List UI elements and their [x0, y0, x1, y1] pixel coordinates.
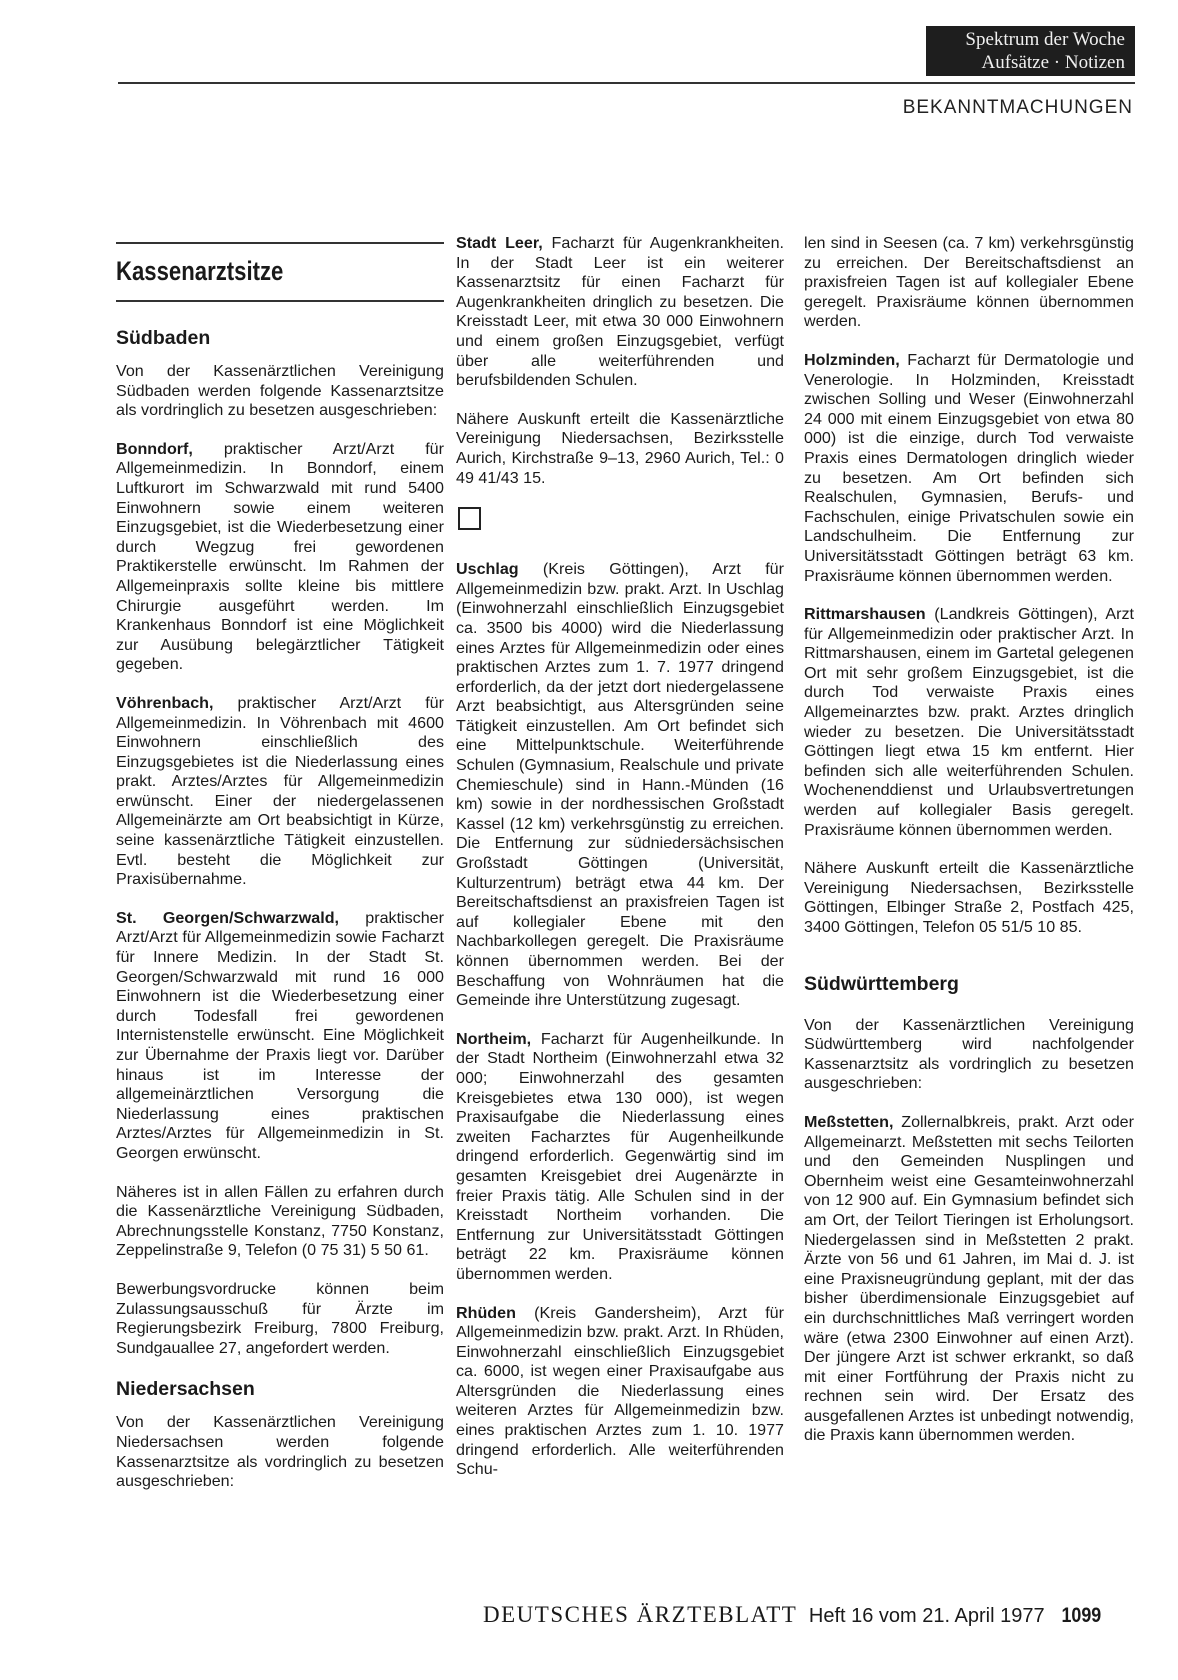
paragraph: len sind in Seesen (ca. 7 km) verkehrsgünstig zu erreichen. Der Bereitschaftsdienst an praxisfreien Tagen ist auf kollegialer Ebene geregelt. Praxisräume können übernommen werden.	[804, 234, 1134, 331]
title-rule-top	[116, 242, 444, 244]
header-rule	[118, 82, 1135, 84]
paragraph: Näheres ist in allen Fällen zu erfahren durch die Kassenärztliche Vereinigung Südbaden, Abrechnungsstelle Konstanz, 7750 Konstanz, Zeppelinstraße 9, Telefon (0 75 31) 5 50 61.	[116, 1182, 444, 1260]
paragraph-text: praktischer Arzt/Arzt für Allgemeinmedizin. In Vöhrenbach mit 4600 Einwohnern einschließlich des Einzugsgebietes ist die Niederlassung eines prakt. Arztes/Arztes für Allgemeinmedizin erwünscht. Einer der niedergelassenen Allgemeinärzte am Ort beabsichtigt in Kürze, seine kassenärztliche Tätigkeit einzustellen. Evtl. besteht die Möglichkeit zur Praxisübernahme.	[116, 693, 444, 889]
paragraph-text: Facharzt für Dermatologie und Venerologie. In Holzminden, Kreisstadt zwischen Solling und Weser (Einwohnerzahl 24 000 mit einem Einzugsgebiet von etwa 80 000) ist die einzige, durch Tod verwaiste Praxis eines Dermatologen dringlich wieder zu besetzen. Am Ort befinden sich Realschulen, Gymnasien, Berufs- und Fachschulen, einige Privatschulen sowie ein Landschulheim. Die Entfernung zur Universitätsstadt Göttingen beträgt 63 km. Praxisräume können übernommen werden.	[804, 350, 1134, 585]
paragraph	[116, 440, 444, 675]
paragraph: Von der Kassenärztlichen Vereinigung Niedersachsen werden folgende Kassenarztsitze als vordringlich zu besetzen ausgeschrieben:	[116, 1413, 444, 1491]
column-2	[456, 234, 784, 1499]
paragraph-text: Facharzt für Augenheilkunde. In der Stadt Northeim (Einwohnerzahl etwa 32 000; Einwohnerzahl des gesamten Kreisgebietes etwa 130 000), ist wegen Praxisaufgabe die Niederlassung eines zweiten Facharztes für Augenheilkunde dringend erforderlich. Gegenwärtig sind im gesamten Kreisgebiet drei Augenärzte in freier Praxis tätig. Alle Schulen sind in der Kreisstadt Northeim vorhanden. Die Entfernung zur Universitätsstadt Göttingen beträgt 22 km. Praxisräume können übernommen werden.	[456, 1029, 784, 1283]
place-name: Rhüden	[456, 1303, 516, 1322]
issue-info: Heft 16 vom 21. April 1977	[808, 1605, 1045, 1627]
section-label: BEKANNTMACHUNGEN	[902, 97, 1133, 118]
paragraph	[456, 1304, 784, 1480]
paragraph	[804, 351, 1134, 586]
paragraph	[804, 1113, 1134, 1446]
column-3	[804, 234, 1134, 1465]
paragraph-text: (Kreis Gandersheim), Arzt für Allgemeinmedizin bzw. prakt. Arzt. In Rhüden, Einwohnerzahl einschließlich Einzugsgebiet ca. 6000, ist wegen einer Praxisaufgabe aus Altersgründen die Niederlassung eines weiteren Arztes für Allgemeinmedizin bzw. eines praktischen Arztes zum 1. 10. 1977 dringend erforderlich. Alle weiterführenden Schu-	[456, 1303, 784, 1479]
place-name: Vöhrenbach,	[116, 693, 214, 712]
column-1	[116, 242, 444, 1511]
page-footer	[483, 1602, 1105, 1628]
paragraph	[456, 234, 784, 391]
paragraph	[116, 694, 444, 890]
paragraph-text: Facharzt für Augenkrankheiten. In der Stadt Leer ist ein weiterer Kassenarztsitz für einen Facharzt für Augenkrankheiten dringlich zu besetzen. Die Kreisstadt Leer, mit etwa 30 000 Einwohnern und einem großen Einzugsgebiet, verfügt über alle weiterführenden und berufsbildenden Schulen.	[456, 234, 784, 390]
badge-line-2: Aufsätze · Notizen	[981, 52, 1125, 73]
paragraph	[116, 909, 444, 1164]
paragraph: Von der Kassenärztlichen Vereinigung Südbaden werden folgende Kassenarztsitze als vordringlich zu besetzen ausgeschrieben:	[116, 362, 444, 420]
badge-line-1: Spektrum der Woche	[965, 29, 1125, 50]
place-name: Uschlag	[456, 560, 519, 579]
paragraph	[456, 560, 784, 1011]
paragraph	[456, 1030, 784, 1285]
paragraph-text: praktischer Arzt/Arzt für Allgemeinmedizin sowie Facharzt für Innere Medizin. In der Stadt St. Georgen/Schwarzwald mit rund 16 000 Einwohnern ist die Wiederbesetzung einer durch Todesfall frei gewordenen Internistenstelle erwünscht. Eine Möglichkeit zur Übernahme der Praxis liegt vor. Darüber hinaus ist im Interesse der allgemeinärztlichen Versorgung die Niederlassung eines praktischen Arztes/Arztes für Allgemeinmedizin in St. Georgen erwünscht.	[116, 908, 444, 1162]
paragraph: Nähere Auskunft erteilt die Kassenärztliche Vereinigung Niedersachsen, Bezirksstelle Aurich, Kirchstraße 9–13, 2960 Aurich, Tel.: 0 49 41/43 15.	[456, 409, 784, 487]
heading-suedbaden: Südbaden	[116, 327, 211, 349]
paragraph-text: praktischer Arzt/Arzt für Allgemeinmedizin. In Bonndorf, einem Luftkurort im Schwarzwald mit rund 5400 Einwohnern sowie einem weiteren Einzugsgebiet, ist die Wiederbesetzung einer durch Wegzug frei gewordenen Praktikerstelle erwünscht. Im Rahmen der Allgemeinpraxis sollte kleine bis mittlere Chirurgie ausgeführt werden. Im Krankenhaus Bonndorf ist eine Möglichkeit zur Ausübung belegärztlicher Tätigkeit gegeben.	[116, 439, 444, 674]
place-name: Meßstetten,	[804, 1112, 894, 1131]
paragraph-text: Zollernalbkreis, prakt. Arzt oder Allgemeinarzt. Meßstetten mit sechs Teilorten und den Gemeinden Nusplingen und Obernheim weist eine Gesamteinwohnerzahl von 12 900 auf. Ein Gymnasium befindet sich am Ort, der Teilort Tieringen ist Erholungsort. Niedergelassen sind in Meßstetten 2 prakt. Ärzte von 56 und 61 Jahren, im Mai d. J. ist eine Praxisneugründung geplant, mit der das bisher überdimensionale Einzugsgebiet auf ein durchschnittliches Maß verringert worden wäre (etwa 2300 Einwohner auf einen Arzt). Der jüngere Arzt ist schwer erkrankt, so daß mit einer Fortführung der Praxis nicht zu rechnen sein wird. Der Ersatz des ausgefallenen Arztes ist unbedingt notwendig, die Praxis kann übernommen werden.	[804, 1112, 1134, 1445]
section-badge	[926, 26, 1135, 76]
paragraph: Nähere Auskunft erteilt die Kassenärztliche Vereinigung Niedersachsen, Bezirksstelle Göttingen, Elbinger Straße 2, Postfach 425, 3400 Göttingen, Telefon 05 51/5 10 85.	[804, 859, 1134, 936]
title-rule-bottom	[116, 300, 444, 302]
paragraph: Bewerbungsvordrucke können beim Zulassungsausschuß für Ärzte im Regierungsbezirk Freiburg, 7800 Freiburg, Sundgauallee 27, angefordert werden.	[116, 1279, 444, 1357]
separator-square-icon	[458, 507, 481, 530]
place-name: Holzminden,	[804, 350, 900, 369]
page-number: 1099	[1061, 1604, 1102, 1627]
place-name: Bonndorf,	[116, 439, 193, 458]
paragraph-text: (Landkreis Göttingen), Arzt für Allgemeinmedizin oder praktischer Arzt. In Rittmarshausen, einem im Gartetal gelegenen Ort mit sehr großem Einzugsgebiet, ist die durch Tod verwaiste Praxis eines Allgemeinarztes bzw. prakt. Arztes dringlich wieder zu besetzen. Die Universitätsstadt Göttingen liegt etwa 15 km entfernt. Hier befinden sich alle weiterführenden Schulen. Wochenenddienst und Urlaubsvertretungen werden auf kollegialer Basis geregelt. Praxisräume können übernommen werden.	[804, 605, 1134, 839]
place-name: St. Georgen/Schwarzwald,	[116, 908, 340, 927]
place-name: Rittmarshausen	[804, 605, 926, 624]
place-name: Northeim,	[456, 1029, 532, 1048]
page-title: Kassenarztsitze	[116, 256, 284, 286]
paragraph	[804, 605, 1134, 840]
place-name: Stadt Leer,	[456, 234, 543, 252]
paragraph-text: (Kreis Göttingen), Arzt für Allgemeinmedizin bzw. prakt. Arzt. In Uschlag (Einwohnerzahl einschließlich Einzugsgebiet ca. 3500 bis 4000) wird die Niederlassung eines Arztes für Allgemeinmedizin oder eines praktischen Arztes zum 1. 7. 1977 dringend erforderlich, da der jetzt dort niedergelassene Arzt beabsichtigt, aus Altersgründen seine Tätigkeit einzustellen. Am Ort befindet sich eine Mittelpunktschule. Weiterführende Schulen (Gymnasium, Realschule und private Chemieschule) sind in Hann.-Münden (16 km) sowie in der nordhessischen Großstadt Kassel (12 km) verkehrsgünstig zu erreichen. Die Entfernung zur südniedersächsischen Großstadt Göttingen (Universität, Kulturzentrum) beträgt etwa 44 km. Der Bereitschaftsdienst an praxisfreien Tagen ist auf kollegialer Ebene mit den Nachbarkollegen geregelt. Die Praxisräume können übernommen werden. Bei der Beschaffung von Wohnräumen hat die Gemeinde ihre Unterstützung zugesagt.	[456, 560, 784, 1010]
heading-niedersachsen: Niedersachsen	[116, 1378, 255, 1401]
paragraph: Von der Kassenärztlichen Vereinigung Südwürttemberg wird nachfolgender Kassenarztsitz als vordringlich zu besetzen ausgeschrieben:	[804, 1015, 1134, 1093]
heading-suedwuerttemberg: Südwürttemberg	[804, 972, 959, 995]
journal-name: DEUTSCHES ÄRZTEBLATT	[483, 1602, 798, 1627]
